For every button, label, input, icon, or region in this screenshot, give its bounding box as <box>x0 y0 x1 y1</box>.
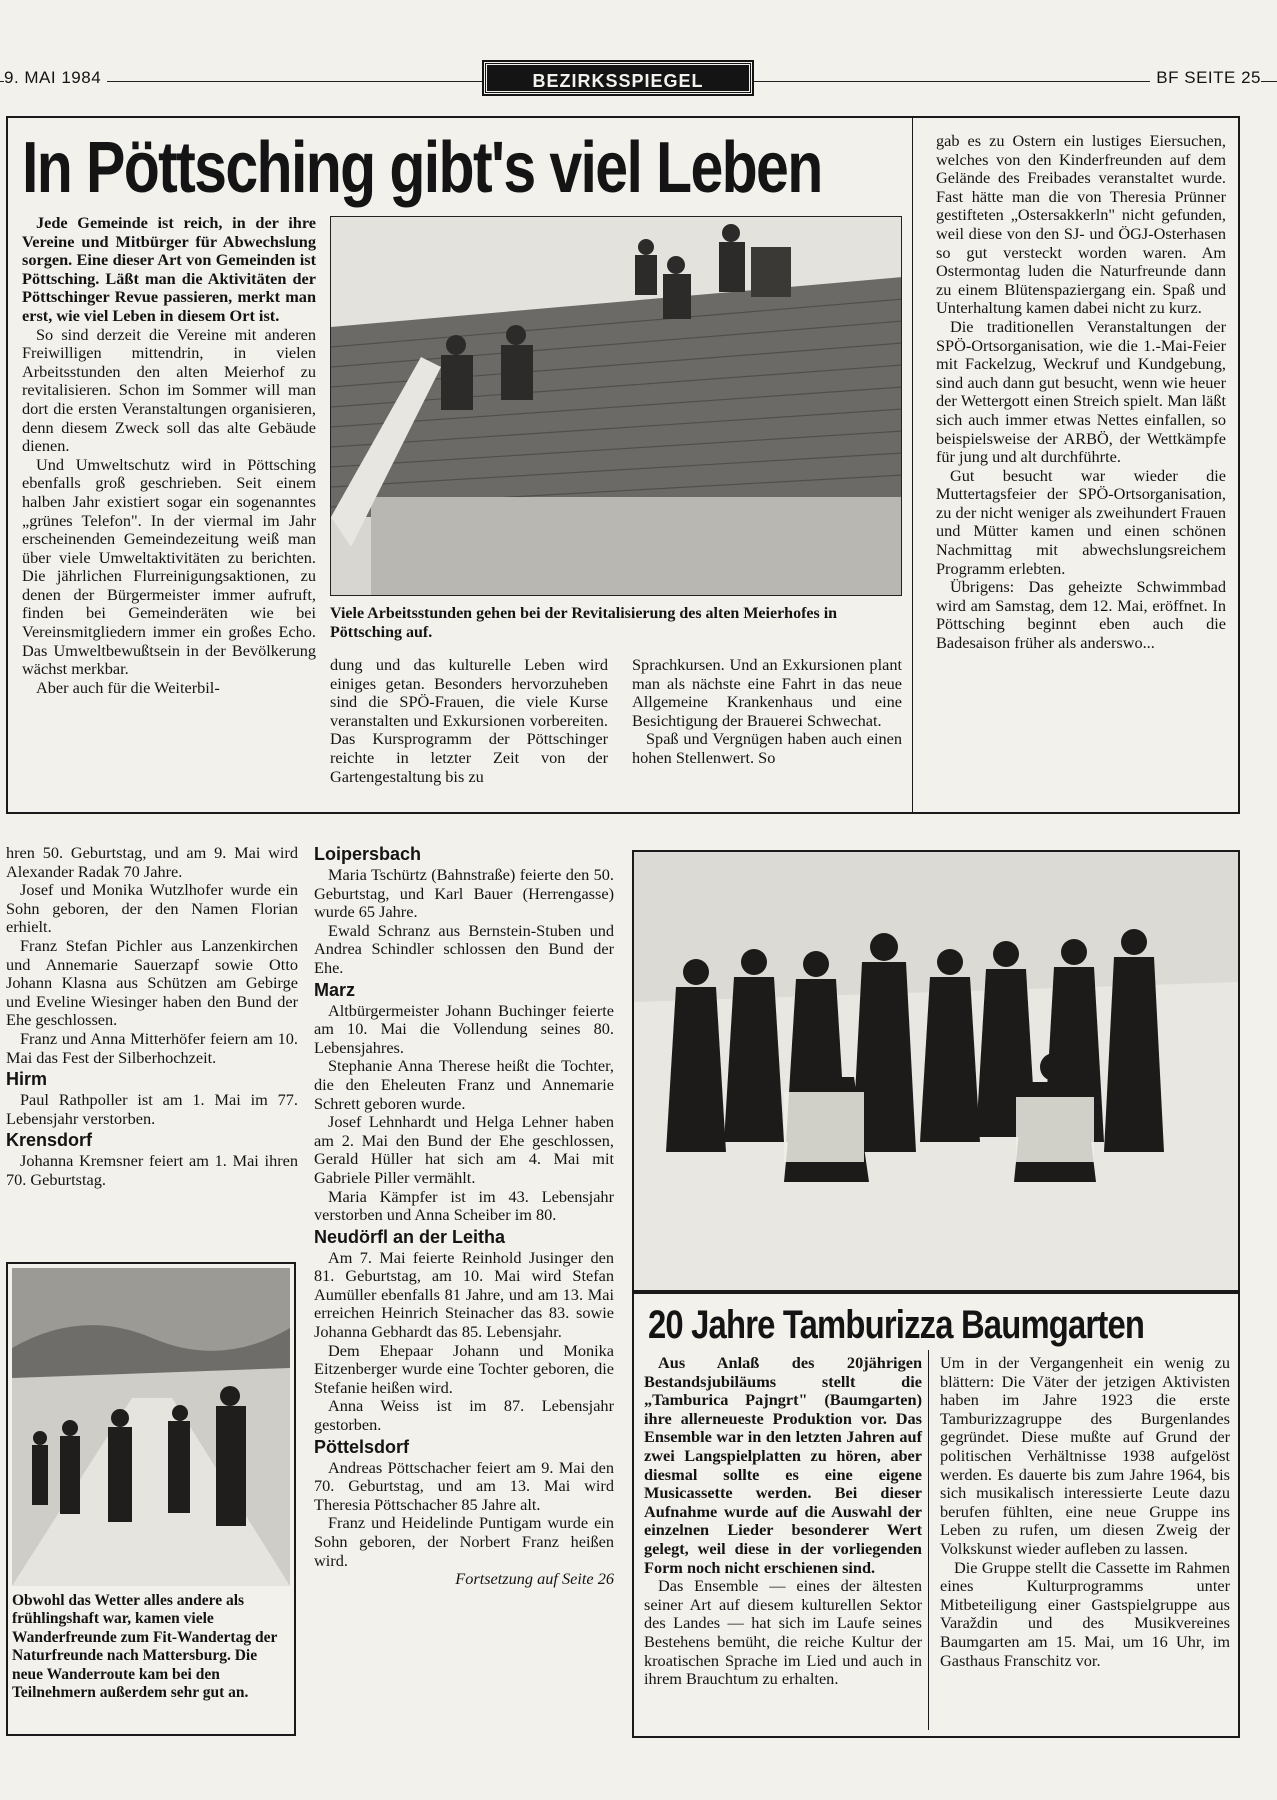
article-paragraph: Die traditionellen Veranstaltungen der SPÖ-Ortsorganisation, wie die 1.-Mai-Feier mit Fackelzug, Weckruf und Kundgebung, sind auch dann gut besucht, wenn wie heuer der Wettergott einen Streich spielt. Man läßt sich auch immer etwas Nettes einfallen, so beispielsweise der ARBÖ, der Wettkämpfe für jung und alt durchführte. <box>936 316 1226 467</box>
chronicle-col-middle <box>314 842 614 1589</box>
place-heading: Neudörfl an der Leitha <box>314 1226 506 1247</box>
chronicle-col-left <box>6 844 298 1190</box>
chronicle-paragraph: Anna Weiss ist im 87. Lebensjahr gestorben. <box>314 1396 614 1435</box>
place-heading: Krensdorf <box>6 1130 93 1151</box>
chronicle-paragraph: Maria Kämpfer ist im 43. Lebensjahr verstorben und Anna Scheiber im 80. <box>314 1186 614 1225</box>
tamburizza-photo <box>632 850 1240 1292</box>
article-paragraph: Und Umweltschutz wird in Pöttsching ebenfalls groß geschrieben. Seit einem halben Jahr existiert sogar ein sogenanntes „grünes Telefon". In der viermal im Jahr erscheinenden Gemeindezeitung weiß man über viele Umweltaktivitäten zu berichten. Die jährlichen Flurreinigungsaktionen, zu denen der Bürgermeister immer aufruft, finden bei Gemeinderäten wie bei Vereinsmitgliedern immer ein großes Echo. Das Umweltbewußtsein in der Bevölkerung wächst merkbar. <box>22 454 316 679</box>
place-heading: Marz <box>314 979 356 1000</box>
article-paragraph: Die Gruppe stellt die Cassette im Rahmen eines Kulturprogramms unter Mitbeteiligung einer Gastspielgruppe aus Varaždin und des Musikvereines Baumgarten am 15. Mai, um 16 Uhr, im Gasthaus Franschitz vor. <box>940 1557 1230 1670</box>
chronicle-paragraph: Johanna Kremsner feiert am 1. Mai ihren 70. Geburtstag. <box>6 1151 298 1189</box>
article-headline: In Pöttsching gibt's viel Leben <box>22 128 822 208</box>
chronicle-paragraph: Ewald Schranz aus Bernstein-Stuben und Andrea Schindler schlossen den Bund der Ehe. <box>314 920 614 977</box>
section-badge: BEZIRKSSPIEGEL <box>484 62 752 94</box>
tamburizza-col-2 <box>940 1354 1230 1670</box>
chronicle-paragraph: Dem Ehepaar Johann und Monika Eitzenberger wurde eine Tochter geboren, die Stefanie heißen wird. <box>314 1340 614 1397</box>
chronicle-paragraph: Josef und Monika Wutzlhofer wurde ein Sohn geboren, der den Namen Florian erhielt. <box>6 880 298 937</box>
article-col-1 <box>22 214 316 697</box>
article-lead: Jede Gemeinde ist reich, in der ihre Vereine und Mitbürger für Abwechslung sorgen. Eine dieser Art von Gemeinden ist Pöttsching. Läßt man die Aktivitäten der Pöttschinger Revue passieren, merkt man erst, wie viel Leben in diesem Ort ist. <box>22 213 316 325</box>
article-paragraph: gab es zu Ostern ein lustiges Eiersuchen, welches von den Kinderfreunden auf dem Gelände des Freibades veranstaltet wurde. Fast hätte man die von Theresia Prünner gestifteten „Ostersakkerln" nicht gefunden, weil diese von den SJ- und ÖGJ-Osterhasen so gut versteckt worden waren. Am Ostermontag luden die Naturfreunde dann zu einem Blütenspaziergang ein. Spaß und Unterhaltung kamen dabei nicht zu kurz. <box>936 131 1226 318</box>
article-paragraph: So sind derzeit die Vereine mit anderen Freiwilligen mittendrin, in vielen Arbeitsstunden den alten Meierhof zu revitalisieren. Schon im Sommer will man dort die ersten Veranstaltungen organisieren, denn diesem Zweck soll das alte Gebäude dienen. <box>22 324 316 456</box>
hike-photo-image <box>12 1268 290 1586</box>
hike-photo-caption: Obwohl das Wetter alles andere als frühlingshaft war, kamen viele Wanderfreunde zum Fit-Wandertag der Naturfreunde nach Mattersburg. Die neue Wanderroute kam bei den Teilnehmern außerdem sehr gut an. <box>12 1592 278 1702</box>
article-paragraph: Aber auch für die Weiterbil- <box>36 677 220 697</box>
article-col-4 <box>936 132 1226 653</box>
article-col-2 <box>330 656 608 786</box>
chronicle-paragraph: Josef Lehnhardt und Helga Lehner haben am 2. Mai den Bund der Ehe geschlossen, Gerald Hüller hat sich am 4. Mai mit Gabriele Piller vermählt. <box>314 1112 614 1187</box>
tamburizza-headline: 20 Jahre Tamburizza Baumgarten <box>648 1303 1145 1347</box>
chronicle-paragraph: Am 7. Mai feierte Reinhold Jusinger den 81. Geburtstag, am 10. Mai wird Stefan Aumüller ebenfalls 81 Jahre, und am 13. Mai erreichen Heinrich Steinacher das 83. sowie Johanna Gebhardt das 85. Lebensjahr. <box>314 1247 614 1342</box>
place-heading: Pöttelsdorf <box>314 1436 410 1457</box>
chronicle-paragraph: Maria Tschürtz (Bahnstraße) feierte den 50. Geburtstag, und Karl Bauer (Herrengasse) wurde 65 Jahre. <box>314 865 614 922</box>
article-col-3 <box>632 656 902 768</box>
page-number: BF SEITE 25 <box>1150 68 1261 88</box>
issue-date: 9. MAI 1984 <box>4 68 107 88</box>
article-paragraph: Das Ensemble — eines der ältesten seiner Art auf diesem kulturellen Sektor des Landes — hat sich im Laufe seines Bestehens bemüht, die reiche Kultur der kroatischen Sprache im Lied und auch in ihrem Brauchtum zu erhalten. <box>644 1576 922 1689</box>
article-paragraph: Sprachkursen. Und an Exkursionen plant man als nächste eine Fahrt in das neue Allgemeine Krankenhaus und eine Besichtigung der Brauerei Schwechat. <box>632 655 902 730</box>
article-paragraph: Um in der Vergangenheit ein wenig zu blättern: Die Väter der jetzigen Aktivisten haben im Jahre 1923 die erste Tamburizzagruppe des Burgenlandes gegründet. Diese mußte auf Grund der politischen Verhältnisse 1938 aufgelöst werden. Es dauerte bis zum Jahre 1964, bis sich musikalisch interessierte Leute dazu berufen fühlten, eine neue Gruppe ins Leben zu rufen, um diesen Zweig der Volkskunst wieder aufleben zu lassen. <box>940 1353 1230 1558</box>
tamburizza-photo-image <box>634 852 1238 1290</box>
page-header <box>0 68 1277 98</box>
article-paragraph: Gut besucht war wieder die Muttertagsfeier der SPÖ-Ortsorganisation, zu der nicht weniger als zweihundert Frauen und Mütter kamen und einen schönen Nachmittag mit abwechslungsreichem Programm erlebten. <box>936 465 1226 578</box>
chronicle-paragraph: hren 50. Geburtstag, und am 9. Mai wird Alexander Radak 70 Jahre. <box>6 843 298 881</box>
roof-photo-image <box>331 217 902 596</box>
roof-work-photo <box>330 216 902 596</box>
chronicle-paragraph: Stephanie Anna Therese heißt die Tochter, die den Eheleuten Franz und Annemarie Schrett geboren wurde. <box>314 1056 614 1113</box>
article-paragraph: Übrigens: Das geheizte Schwimmbad wird am Samstag, dem 12. Mai, eröffnet. In Pöttsching beginnt eben auch die Badesaison früher als anderswo... <box>936 577 1226 653</box>
article-paragraph: dung und das kulturelle Leben wird einiges getan. Besonders hervorzuheben sind die SPÖ-Frauen, die viele Kurse veranstalten und Exkursionen vorbereiten. Das Kursprogramm der Pöttschinger reichte in letzter Zeit von der Gartengestaltung bis zu <box>330 655 608 786</box>
chronicle-paragraph: Franz und Heidelinde Puntigam wurde ein Sohn geboren, der Norbert Franz heißen wird. <box>314 1513 614 1570</box>
column-divider <box>912 116 913 814</box>
tamburizza-lead: Aus Anlaß des 20jährigen Bestandsjubiläums stellt die „Tamburica Pajngrt" (Baumgarten) ihre allerneueste Produktion vor. Das Ensemble war in den letzten Jahren auf zwei Langspielplatten zu hören, aber diesmal sollte es eine eigene Musicassette werden. Bei dieser Aufnahme wurde auf die Auswahl der einzelnen Lieder besonderer Wert gelegt, weil diese in der vorliegenden Form noch nicht erschienen sind. <box>644 1353 922 1577</box>
chronicle-paragraph: Altbürgermeister Johann Buchinger feierte am 10. Mai die Vollendung seines 80. Lebensjahres. <box>314 1000 614 1057</box>
article-paragraph: Spaß und Vergnügen haben auch einen hohen Stellenwert. So <box>632 729 902 767</box>
place-heading: Hirm <box>6 1069 48 1090</box>
continued-note: Fortsetzung auf Seite 26 <box>455 1569 614 1589</box>
chronicle-paragraph: Franz und Anna Mitterhöfer feiern am 10. Mai das Fest der Silberhochzeit. <box>6 1028 298 1067</box>
column-divider <box>928 1350 929 1730</box>
tamburizza-col-1 <box>644 1354 922 1689</box>
place-heading: Loipersbach <box>314 844 422 864</box>
hike-photo <box>12 1268 290 1586</box>
chronicle-paragraph: Franz Stefan Pichler aus Lanzenkirchen und Annemarie Sauerzapf sowie Otto Johann Klasna aus Schützen am Gebirge und Eveline Wiesinger haben den Bund der Ehe geschlossen. <box>6 935 298 1030</box>
chronicle-paragraph: Paul Rathpoller ist am 1. Mai im 77. Lebensjahr verstorben. <box>6 1090 298 1128</box>
chronicle-paragraph: Andreas Pöttschacher feiert am 9. Mai den 70. Geburtstag, und am 13. Mai wird Theresia Pöttschacher 85 Jahre alt. <box>314 1457 614 1514</box>
roof-photo-caption: Viele Arbeitsstunden gehen bei der Revitalisierung des alten Meierhofes in Pöttsching auf. <box>330 605 838 641</box>
